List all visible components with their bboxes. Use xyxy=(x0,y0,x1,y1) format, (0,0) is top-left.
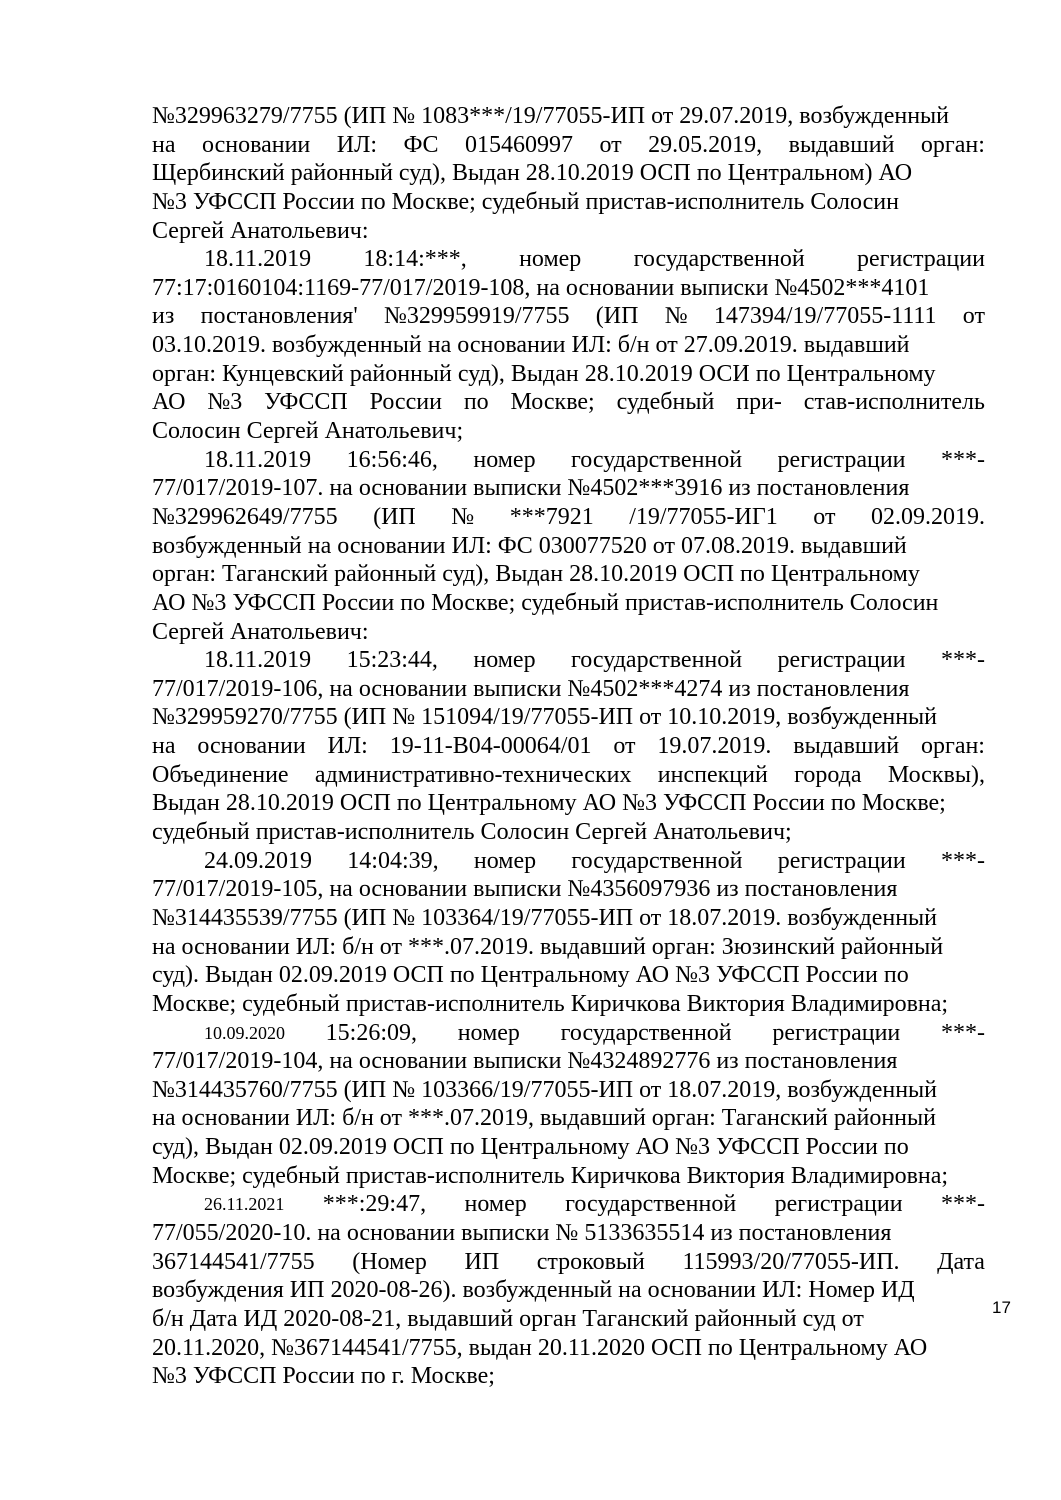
text-segment: Сергей Анатольевич: xyxy=(152,618,369,645)
text-segment: ИЛ: xyxy=(327,733,368,760)
text-line xyxy=(152,131,985,160)
text-segment: 03.10.2019. возбужденный на основании ИЛ: б/н от 27.09.2019. выдавший xyxy=(152,332,910,359)
text-segment: ФС xyxy=(403,131,439,158)
text-line xyxy=(152,532,985,561)
text-line xyxy=(152,818,985,847)
text-line xyxy=(152,703,985,732)
text-line xyxy=(152,847,985,876)
text-segment: №3 УФССП России по Москве; судебный пристав-исполнитель Солосин xyxy=(152,188,899,215)
text-line xyxy=(152,933,985,962)
text-segment: 77/055/2020-10. на основании выписки № 5133635514 из постановления xyxy=(152,1219,892,1246)
text-segment: государственной xyxy=(571,446,743,473)
text-line xyxy=(152,1305,985,1334)
text-segment: Щербинский районный суд), Выдан 28.10.2019 ОСП по Центральном) АО xyxy=(152,160,913,187)
text-segment: постановления' xyxy=(200,303,358,330)
text-segment: АО xyxy=(152,389,186,416)
text-segment: государственной xyxy=(633,246,805,273)
text-line xyxy=(152,245,985,274)
text-segment: основании xyxy=(197,733,306,760)
text-line xyxy=(152,388,985,417)
text-segment: возбуждения ИП 2020-08-26). возбужденный на основании ИЛ: Номер ИД xyxy=(152,1277,915,1304)
text-segment: на основании ИЛ: б/н от ***.07.2019. выдавший орган: Зюзинский районный xyxy=(152,933,944,960)
text-segment: Москве; судебный пристав-исполнитель Киричкова Виктория Владимировна; xyxy=(152,1162,949,1189)
text-segment: на xyxy=(152,131,176,158)
text-segment: ***- xyxy=(940,1191,985,1218)
text-segment: 15:26:09, xyxy=(325,1019,418,1046)
text-segment: №329963279/7755 (ИП № 1083***/19/77055-ИП от 29.07.2019, возбужденный xyxy=(152,103,950,129)
text-segment: ***- xyxy=(940,1019,985,1046)
text-segment: №3 xyxy=(207,389,243,416)
text-segment: 015460997 xyxy=(464,131,573,158)
text-line xyxy=(152,446,985,475)
text-line xyxy=(152,188,985,217)
text-line xyxy=(152,1162,985,1191)
text-segment: 02.09.2019. xyxy=(870,503,985,530)
text-segment: номер xyxy=(519,246,582,273)
text-segment: государственной xyxy=(560,1019,732,1046)
text-line xyxy=(152,331,985,360)
text-segment: 18.11.2019 xyxy=(204,647,312,674)
text-line xyxy=(152,646,985,675)
text-line xyxy=(152,1219,985,1248)
text-segment: суд), Выдан 02.09.2019 ОСП по Центральному АО №3 УФССП России по xyxy=(152,1134,909,1161)
text-segment: от xyxy=(599,131,622,158)
text-segment: регистрации xyxy=(772,1019,901,1046)
text-segment: государственной xyxy=(571,647,743,674)
text-segment: номер xyxy=(473,647,536,674)
text-segment: б/н Дата ИД 2020-08-21, выдавший орган Таганский районный суд от xyxy=(152,1305,864,1332)
paragraph xyxy=(152,646,985,846)
text-segment: 77/017/2019-106, на основании выписки №4502***4274 из постановления xyxy=(152,675,910,702)
text-segment: на основании ИЛ: б/н от ***.07.2019, выдавший орган: Таганский районный xyxy=(152,1105,936,1132)
text-segment: на xyxy=(152,733,176,760)
text-line xyxy=(152,217,985,246)
paragraph xyxy=(152,245,985,445)
text-segment: став-исполнитель xyxy=(803,389,985,416)
text-segment: 16:56:46, xyxy=(346,446,438,473)
text-line xyxy=(152,1362,985,1391)
text-segment: 10.09.2020 xyxy=(204,1022,285,1043)
text-segment: 15:23:44, xyxy=(346,647,438,674)
text-segment: (ИП xyxy=(595,303,639,330)
text-segment: регистрации xyxy=(774,1191,903,1218)
text-segment: /19/77055-ИГ1 xyxy=(629,503,778,530)
text-segment: 14:04:39, xyxy=(347,847,439,874)
text-line xyxy=(152,503,985,532)
text-segment: 19.07.2019. xyxy=(657,733,772,760)
text-segment: регистрации xyxy=(777,647,906,674)
text-segment: 18:14:***, xyxy=(363,246,467,273)
text-segment: города xyxy=(794,761,862,788)
text-segment: 77/017/2019-107. на основании выписки №4502***3916 из постановления xyxy=(152,475,910,502)
text-line xyxy=(152,1076,985,1105)
text-line xyxy=(152,1133,985,1162)
text-line xyxy=(152,1104,985,1133)
text-segment: 77/017/2019-105, на основании выписки №4356097936 из постановления xyxy=(152,876,898,903)
text-segment: (Номер xyxy=(352,1248,427,1275)
document-body xyxy=(152,102,985,1391)
text-segment: выдавший xyxy=(788,131,895,158)
text-segment: Москве; судебный пристав-исполнитель Киричкова Виктория Владимировна; xyxy=(152,990,949,1017)
text-segment: административно-технических xyxy=(314,761,632,788)
text-segment: 18.11.2019 xyxy=(204,446,312,473)
text-segment: Сергей Анатольевич: xyxy=(152,217,369,244)
text-segment: судебный пристав-исполнитель Солосин Сергей Анатольевич; xyxy=(152,819,792,846)
text-line xyxy=(152,732,985,761)
text-segment: №314435539/7755 (ИП № 103364/19/77055-ИП от 18.07.2019. возбужденный xyxy=(152,904,938,931)
text-segment: 115993/20/77055-ИП. xyxy=(682,1248,900,1275)
text-segment: от xyxy=(962,303,985,330)
text-segment: 147394/19/77055-1111 xyxy=(713,303,937,330)
text-line xyxy=(152,961,985,990)
text-segment: России xyxy=(369,389,442,416)
text-segment: Выдан 28.10.2019 ОСП по Центральному АО №3 УФССП России по Москве; xyxy=(152,790,946,817)
text-segment: номер xyxy=(464,1191,527,1218)
text-segment: суд). Выдан 02.09.2019 ОСП по Центральному АО №3 УФССП России по xyxy=(152,962,909,989)
text-segment: № xyxy=(664,303,688,330)
text-line xyxy=(152,560,985,589)
text-segment: 77/017/2019-104, на основании выписки №4324892776 из постановления xyxy=(152,1048,898,1075)
text-segment: орган: xyxy=(920,131,985,158)
text-segment: № xyxy=(451,503,475,530)
text-segment: Москвы), xyxy=(887,761,985,788)
text-segment: государственной xyxy=(565,1191,737,1218)
text-segment: 20.11.2020, №367144541/7755, выдан 20.11.2020 ОСП по Центральному АО xyxy=(152,1334,928,1361)
text-line xyxy=(152,1334,985,1363)
text-segment: №314435760/7755 (ИП № 103366/19/77055-ИП от 18.07.2019, возбужденный xyxy=(152,1076,938,1103)
text-segment: ИП xyxy=(464,1248,500,1275)
text-segment: ***:29:47, xyxy=(322,1191,427,1218)
text-segment: ***- xyxy=(941,847,985,874)
text-segment: ***- xyxy=(940,446,985,473)
text-segment: УФССП xyxy=(264,389,348,416)
text-segment: №3 УФССП России по г. Москве; xyxy=(152,1363,495,1390)
text-line xyxy=(152,302,985,331)
text-line xyxy=(152,1047,985,1076)
text-segment: по xyxy=(463,389,489,416)
text-line xyxy=(152,990,985,1019)
text-segment: от xyxy=(813,503,836,530)
text-line xyxy=(152,360,985,389)
text-segment: 24.09.2019 xyxy=(204,847,312,874)
text-segment: регистрации xyxy=(777,446,906,473)
text-segment: Дата xyxy=(937,1248,985,1275)
text-segment: 19-11-В04-00064/01 xyxy=(389,733,592,760)
text-segment: при- xyxy=(736,389,782,416)
text-segment: орган: Таганский районный суд), Выдан 28.10.2019 ОСП по Центральному xyxy=(152,561,920,588)
text-line xyxy=(152,789,985,818)
text-segment: возбужденный на основании ИЛ: ФС 030077520 от 07.08.2019. выдавший xyxy=(152,532,907,559)
text-segment: судебный xyxy=(616,389,715,416)
text-segment: 29.05.2019, xyxy=(648,131,763,158)
text-segment: государственной xyxy=(571,847,743,874)
text-segment: №329959919/7755 xyxy=(383,303,570,330)
text-segment: Солосин Сергей Анатольевич; xyxy=(152,418,464,445)
text-segment: орган: Кунцевский районный суд), Выдан 28.10.2019 ОСИ по Центральному xyxy=(152,360,936,387)
page-number: 17 xyxy=(992,1298,1011,1317)
text-segment: ***7921 xyxy=(509,503,594,530)
paragraph xyxy=(152,446,985,646)
text-line xyxy=(152,675,985,704)
text-line xyxy=(152,1019,985,1048)
text-segment: строковый xyxy=(536,1248,645,1275)
text-segment: регистрации xyxy=(777,847,906,874)
text-line xyxy=(152,102,985,131)
text-line xyxy=(152,159,985,188)
paragraph xyxy=(152,1190,985,1390)
text-segment: №329962649/7755 xyxy=(152,503,338,530)
text-segment: орган: xyxy=(920,733,985,760)
text-segment: номер xyxy=(473,847,537,874)
text-segment: номер xyxy=(473,446,536,473)
text-segment: 77:17:0160104:1169-77/017/2019-108, на основании выписки №4502***4101 xyxy=(152,274,930,301)
text-segment: ***- xyxy=(940,647,985,674)
text-segment: ИЛ: xyxy=(336,131,378,158)
text-line xyxy=(152,274,985,303)
text-segment: Москве; xyxy=(510,389,595,416)
text-line xyxy=(152,1276,985,1305)
paragraph xyxy=(152,1019,985,1191)
text-segment: Объединение xyxy=(152,761,289,788)
text-segment: 26.11.2021 xyxy=(204,1194,285,1215)
text-line xyxy=(152,761,985,790)
text-segment: регистрации xyxy=(856,246,985,273)
paragraph xyxy=(152,847,985,1019)
text-segment: 18.11.2019 xyxy=(204,246,312,273)
text-line xyxy=(152,1190,985,1219)
text-segment: №329959270/7755 (ИП № 151094/19/77055-ИП от 10.10.2019, возбужденный xyxy=(152,704,938,731)
text-segment: от xyxy=(613,733,636,760)
text-segment: из xyxy=(152,303,175,330)
text-segment: (ИП xyxy=(373,503,416,530)
text-segment: выдавший xyxy=(793,733,900,760)
text-segment: 367144541/7755 xyxy=(152,1248,315,1275)
text-line xyxy=(152,618,985,647)
text-line xyxy=(152,417,985,446)
text-segment: АО №3 УФССП России по Москве; судебный пристав-исполнитель Солосин xyxy=(152,589,939,616)
text-segment: основании xyxy=(201,131,311,158)
text-segment: инспекций xyxy=(657,761,768,788)
text-segment: номер xyxy=(457,1019,520,1046)
text-line xyxy=(152,474,985,503)
text-line xyxy=(152,1248,985,1277)
text-line xyxy=(152,904,985,933)
paragraph xyxy=(152,102,985,245)
text-line xyxy=(152,875,985,904)
text-line xyxy=(152,589,985,618)
